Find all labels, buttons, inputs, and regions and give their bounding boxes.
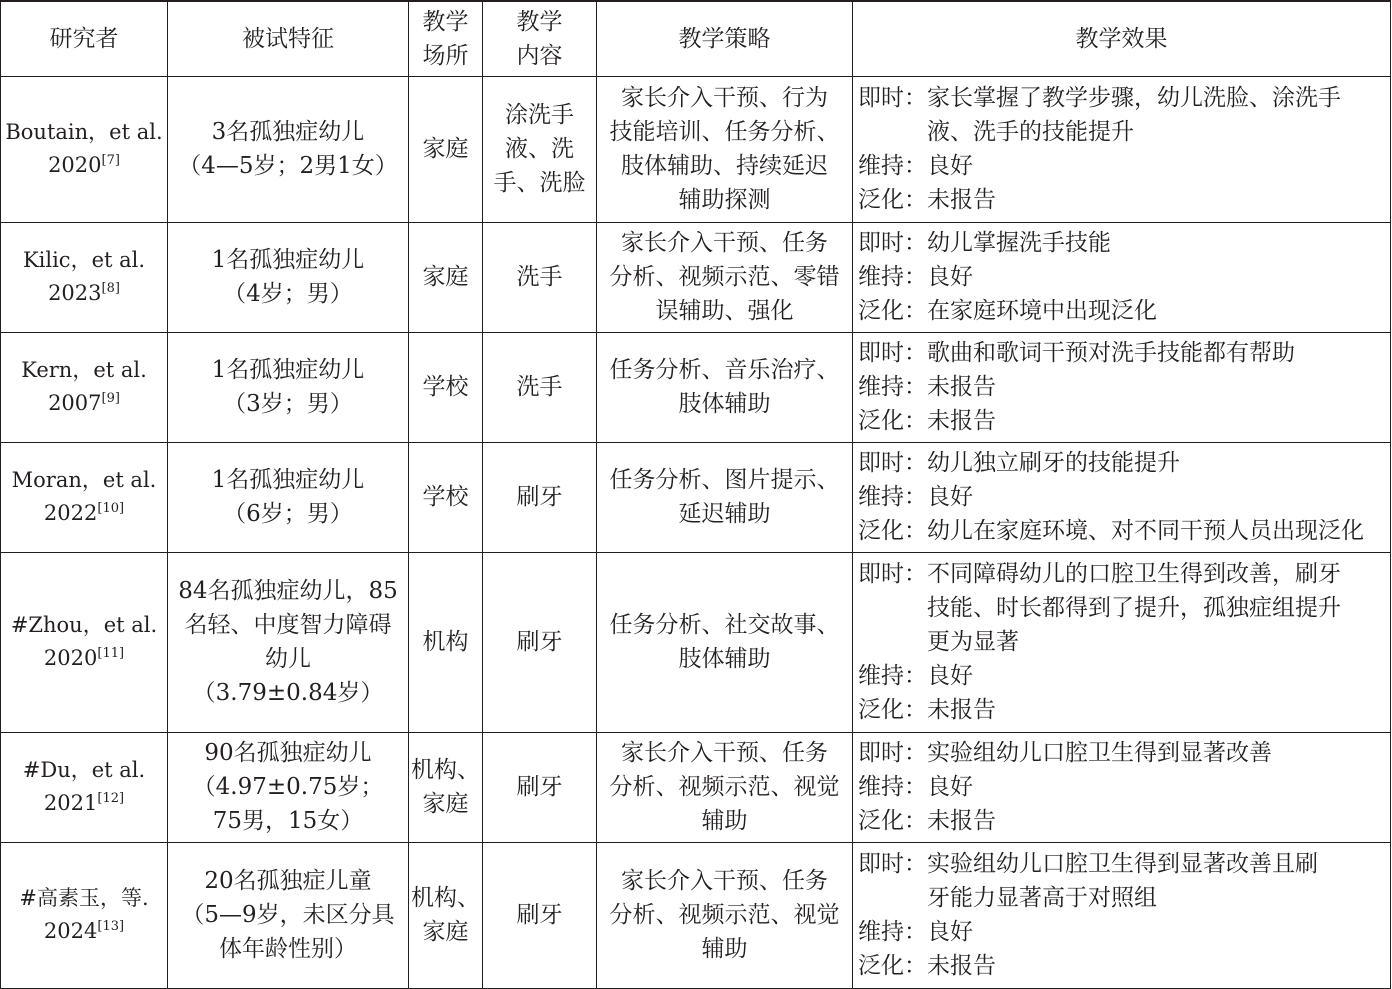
researcher-year: 2023 [48, 281, 102, 305]
subjects-line: 体年龄性别） [219, 936, 357, 962]
effect-text [927, 770, 1390, 804]
effect-text-line: 良好 [927, 484, 973, 510]
header-setting-line: 教学 [422, 8, 469, 35]
effects-cell [853, 732, 1391, 842]
citation-ref: [11] [97, 646, 125, 661]
table-row [1, 76, 1391, 222]
researcher-year: 2021 [43, 791, 98, 815]
researcher-name: #Zhou，et al. [10, 613, 158, 637]
strategy-cell [597, 732, 853, 842]
effect-item [858, 294, 1390, 328]
subjects-line: 1名孤独症幼儿 [211, 467, 365, 493]
strategy-line: 延迟辅助 [678, 501, 771, 527]
content-cell [483, 842, 597, 988]
effect-item [858, 149, 1390, 183]
effect-text [927, 183, 1390, 217]
subjects-cell [168, 442, 409, 552]
setting-cell [409, 332, 483, 442]
subjects-cell [168, 222, 409, 332]
subjects-line: （6岁；男） [223, 501, 353, 527]
table-row [1, 732, 1391, 842]
effect-item [858, 659, 1390, 693]
effect-label: 维持： [858, 153, 927, 179]
researcher-year-line [1, 642, 167, 675]
effect-item [858, 736, 1390, 770]
strategy-line: 任务分析、音乐治疗、 [609, 357, 840, 383]
effect-text [927, 149, 1390, 183]
citation-ref: [10] [97, 501, 125, 516]
effect-text-line: 良好 [927, 264, 973, 290]
researcher-year: 2020 [48, 153, 102, 177]
strategy-cell [597, 842, 853, 988]
header-content-line: 内容 [516, 42, 563, 69]
content-line: 刷牙 [516, 774, 563, 800]
effect-item [858, 404, 1390, 438]
subjects-line: （5—9岁，未区分具 [181, 902, 395, 928]
effect-text [927, 804, 1390, 838]
subjects-line: （4—5岁；2男1女） [178, 153, 398, 179]
table-body [1, 76, 1391, 988]
effect-text-line: 幼儿掌握洗手技能 [927, 230, 1111, 256]
researcher-cell [1, 552, 168, 732]
effect-label: 维持： [858, 484, 927, 510]
effect-item [858, 446, 1390, 480]
effect-label: 维持： [858, 374, 927, 400]
effect-text-line: 实验组幼儿口腔卫生得到显著改善 [927, 740, 1272, 766]
setting-line: 家庭 [422, 791, 469, 817]
researcher-year-line [1, 497, 167, 530]
strategy-line: 辅助探测 [678, 187, 771, 213]
effect-text-line: 牙能力显著高于对照组 [927, 885, 1157, 911]
effect-text-line: 在家庭环境中出现泛化 [927, 298, 1157, 324]
effect-text [927, 693, 1390, 727]
table-header [1, 1, 1391, 76]
effect-label: 即时： [858, 450, 927, 476]
strategy-line: 分析、视频示范、视觉 [609, 774, 840, 800]
effect-text [927, 659, 1390, 693]
effect-text-line: 未报告 [927, 808, 996, 834]
effect-label: 维持： [858, 774, 927, 800]
table-row [1, 552, 1391, 732]
citation-ref: [12] [97, 791, 125, 806]
header-strategy: 教学策略 [597, 1, 853, 76]
effects-cell [853, 442, 1391, 552]
effect-label: 泛化： [858, 953, 927, 979]
content-cell [483, 732, 597, 842]
researcher-year-line [1, 915, 167, 948]
effect-text-line: 未报告 [927, 408, 996, 434]
setting-cell [409, 442, 483, 552]
effect-label: 泛化： [858, 518, 927, 544]
setting-cell [409, 732, 483, 842]
subjects-line: 名轻、中度智力障碍 [184, 612, 392, 638]
setting-line: 家庭 [422, 264, 469, 290]
strategy-line: 辅助 [701, 936, 748, 962]
strategy-line: 技能培训、任务分析、 [609, 119, 840, 145]
effect-text [927, 81, 1390, 149]
researcher-year-line [1, 149, 167, 182]
effect-text-line: 幼儿在家庭环境、对不同干预人员出现泛化 [927, 518, 1364, 544]
effect-text-line: 良好 [927, 919, 973, 945]
effect-label: 泛化： [858, 697, 927, 723]
citation-ref: [13] [97, 919, 125, 934]
strategy-line: 任务分析、图片提示、 [609, 467, 840, 493]
subjects-cell [168, 332, 409, 442]
researcher-year-line [1, 277, 167, 310]
researcher-cell [1, 732, 168, 842]
effect-item [858, 480, 1390, 514]
subjects-line: （4.97±0.75岁； [192, 774, 384, 800]
researcher-cell [1, 76, 168, 222]
strategy-line: 家长介入干预、行为 [621, 85, 828, 111]
setting-cell [409, 76, 483, 222]
subjects-cell [168, 732, 409, 842]
strategy-cell [597, 76, 853, 222]
effects-cell [853, 332, 1391, 442]
effect-label: 即时： [858, 85, 927, 111]
strategy-cell [597, 222, 853, 332]
setting-line: 家庭 [422, 136, 469, 162]
effect-text [927, 847, 1390, 915]
effect-text-line: 歌曲和歌词干预对洗手技能都有帮助 [927, 340, 1295, 366]
content-line: 液、洗 [505, 136, 574, 162]
strategy-line: 误辅助、强化 [655, 298, 794, 324]
effects-cell [853, 76, 1391, 222]
effect-text [927, 404, 1390, 438]
strategy-line: 家长介入干预、任务 [621, 230, 828, 256]
subjects-line: 幼儿 [265, 646, 311, 672]
content-line: 手、洗脸 [493, 170, 586, 196]
effect-text [927, 915, 1390, 949]
effect-item [858, 770, 1390, 804]
content-line: 洗手 [516, 374, 563, 400]
header-content-line: 教学 [516, 8, 563, 35]
content-line: 洗手 [516, 264, 563, 290]
effect-item [858, 915, 1390, 949]
effect-text-line: 更为显著 [927, 629, 1019, 655]
content-line: 涂洗手 [505, 102, 574, 128]
researcher-name: #高素玉，等. [19, 886, 149, 910]
effect-label: 即时： [858, 340, 927, 366]
subjects-line: 20名孤独症儿童 [204, 868, 372, 894]
subjects-line: （4岁；男） [223, 281, 353, 307]
effect-label: 即时： [858, 230, 927, 256]
effect-label: 即时： [858, 851, 927, 877]
table-row [1, 842, 1391, 988]
effect-item [858, 260, 1390, 294]
effect-text-line: 幼儿独立刷牙的技能提升 [927, 450, 1180, 476]
citation-ref: [8] [101, 281, 120, 296]
effect-text-line: 未报告 [927, 187, 996, 213]
researcher-cell [1, 442, 168, 552]
effect-text-line: 未报告 [927, 697, 996, 723]
setting-line: 家庭 [422, 919, 469, 945]
researcher-year-line [1, 787, 167, 820]
researcher-name: Moran，et al. [11, 468, 157, 492]
effect-text [927, 736, 1390, 770]
effect-item [858, 370, 1390, 404]
content-cell [483, 442, 597, 552]
content-cell [483, 332, 597, 442]
effect-label: 泛化： [858, 298, 927, 324]
researcher-name: Kilic，et al. [22, 248, 146, 272]
strategy-cell [597, 552, 853, 732]
subjects-line: 1名孤独症幼儿 [211, 357, 365, 383]
effect-item [858, 81, 1390, 149]
subjects-cell [168, 76, 409, 222]
effects-cell [853, 222, 1391, 332]
header-researcher: 研究者 [1, 1, 168, 76]
researcher-year: 2024 [43, 919, 98, 943]
table-row [1, 332, 1391, 442]
effect-item [858, 514, 1390, 548]
effect-label: 维持： [858, 919, 927, 945]
content-line: 刷牙 [516, 629, 563, 655]
table-row [1, 222, 1391, 332]
content-line: 刷牙 [516, 484, 563, 510]
setting-cell [409, 842, 483, 988]
effects-cell [853, 552, 1391, 732]
researcher-year: 2020 [43, 646, 98, 670]
content-cell [483, 552, 597, 732]
effect-item [858, 336, 1390, 370]
strategy-cell [597, 332, 853, 442]
researcher-cell [1, 222, 168, 332]
effect-text [927, 294, 1390, 328]
content-cell [483, 222, 597, 332]
strategy-line: 分析、视频示范、零错 [609, 264, 840, 290]
subjects-cell [168, 552, 409, 732]
researcher-year: 2007 [48, 391, 102, 415]
effect-text-line: 液、洗手的技能提升 [927, 119, 1134, 145]
effect-label: 维持： [858, 264, 927, 290]
header-content [483, 1, 597, 76]
effect-label: 泛化： [858, 408, 927, 434]
effect-text-line: 实验组幼儿口腔卫生得到显著改善且刷 [927, 851, 1318, 877]
strategy-line: 肢体辅助、持续延迟 [621, 153, 828, 179]
effect-text [927, 260, 1390, 294]
strategy-line: 肢体辅助 [678, 646, 771, 672]
subjects-cell [168, 842, 409, 988]
effect-item [858, 183, 1390, 217]
subjects-line: （3岁；男） [223, 391, 353, 417]
effect-label: 泛化： [858, 808, 927, 834]
setting-line: 学校 [422, 484, 469, 510]
citation-ref: [9] [101, 391, 120, 406]
researcher-cell [1, 332, 168, 442]
effects-cell [853, 842, 1391, 988]
header-setting-line: 场所 [422, 42, 469, 69]
subjects-line: （3.79±0.84岁） [192, 680, 384, 706]
researcher-cell [1, 842, 168, 988]
effect-text-line: 良好 [927, 663, 973, 689]
effect-item [858, 847, 1390, 915]
effect-text [927, 370, 1390, 404]
subjects-line: 90名孤独症幼儿 [204, 740, 372, 766]
strategy-line: 任务分析、社交故事、 [609, 612, 840, 638]
strategy-line: 辅助 [701, 808, 748, 834]
header-subjects: 被试特征 [168, 1, 409, 76]
effect-text-line: 良好 [927, 153, 973, 179]
effect-text-line: 家长掌握了教学步骤，幼儿洗脸、涂洗手 [927, 85, 1341, 111]
effect-text-line: 未报告 [927, 374, 996, 400]
subjects-line: 3名孤独症幼儿 [211, 119, 365, 145]
subjects-line: 1名孤独症幼儿 [211, 247, 365, 273]
strategy-line: 分析、视频示范、视觉 [609, 902, 840, 928]
table-row [1, 442, 1391, 552]
strategy-cell [597, 442, 853, 552]
effect-label: 即时： [858, 740, 927, 766]
subjects-line: 75男，15女） [212, 808, 364, 834]
effect-item [858, 557, 1390, 659]
effect-text [927, 226, 1390, 260]
effect-text-line: 未报告 [927, 953, 996, 979]
content-cell [483, 76, 597, 222]
content-line: 刷牙 [516, 902, 563, 928]
citation-ref: [7] [101, 153, 120, 168]
setting-line: 机构、 [411, 885, 480, 911]
effect-label: 泛化： [858, 187, 927, 213]
effect-text [927, 949, 1390, 983]
effect-text [927, 557, 1390, 659]
researcher-year-line [1, 387, 167, 420]
header-setting [409, 1, 483, 76]
effect-item [858, 949, 1390, 983]
effect-text-line: 技能、时长都得到了提升，孤独症组提升 [927, 595, 1341, 621]
researcher-name: Kern，et al. [21, 358, 147, 382]
setting-line: 学校 [422, 374, 469, 400]
setting-cell [409, 552, 483, 732]
effect-item [858, 804, 1390, 838]
effect-text [927, 514, 1390, 548]
effect-text-line: 良好 [927, 774, 973, 800]
researcher-name: #Du，et al. [22, 758, 146, 782]
effect-item [858, 226, 1390, 260]
header-effects: 教学效果 [853, 1, 1391, 76]
setting-line: 机构 [422, 629, 469, 655]
effect-item [858, 693, 1390, 727]
subjects-line: 84名孤独症幼儿，85 [178, 578, 398, 604]
effect-label: 维持： [858, 663, 927, 689]
effect-label: 即时： [858, 561, 927, 587]
researcher-year: 2022 [43, 501, 98, 525]
researcher-name: Boutain，et al. [5, 120, 163, 144]
effect-text [927, 446, 1390, 480]
setting-line: 机构、 [411, 757, 480, 783]
setting-cell [409, 222, 483, 332]
effect-text [927, 336, 1390, 370]
strategy-line: 家长介入干预、任务 [621, 740, 828, 766]
effect-text-line: 不同障碍幼儿的口腔卫生得到改善，刷牙 [927, 561, 1341, 587]
strategy-line: 肢体辅助 [678, 391, 771, 417]
strategy-line: 家长介入干预、任务 [621, 868, 828, 894]
effect-text [927, 480, 1390, 514]
